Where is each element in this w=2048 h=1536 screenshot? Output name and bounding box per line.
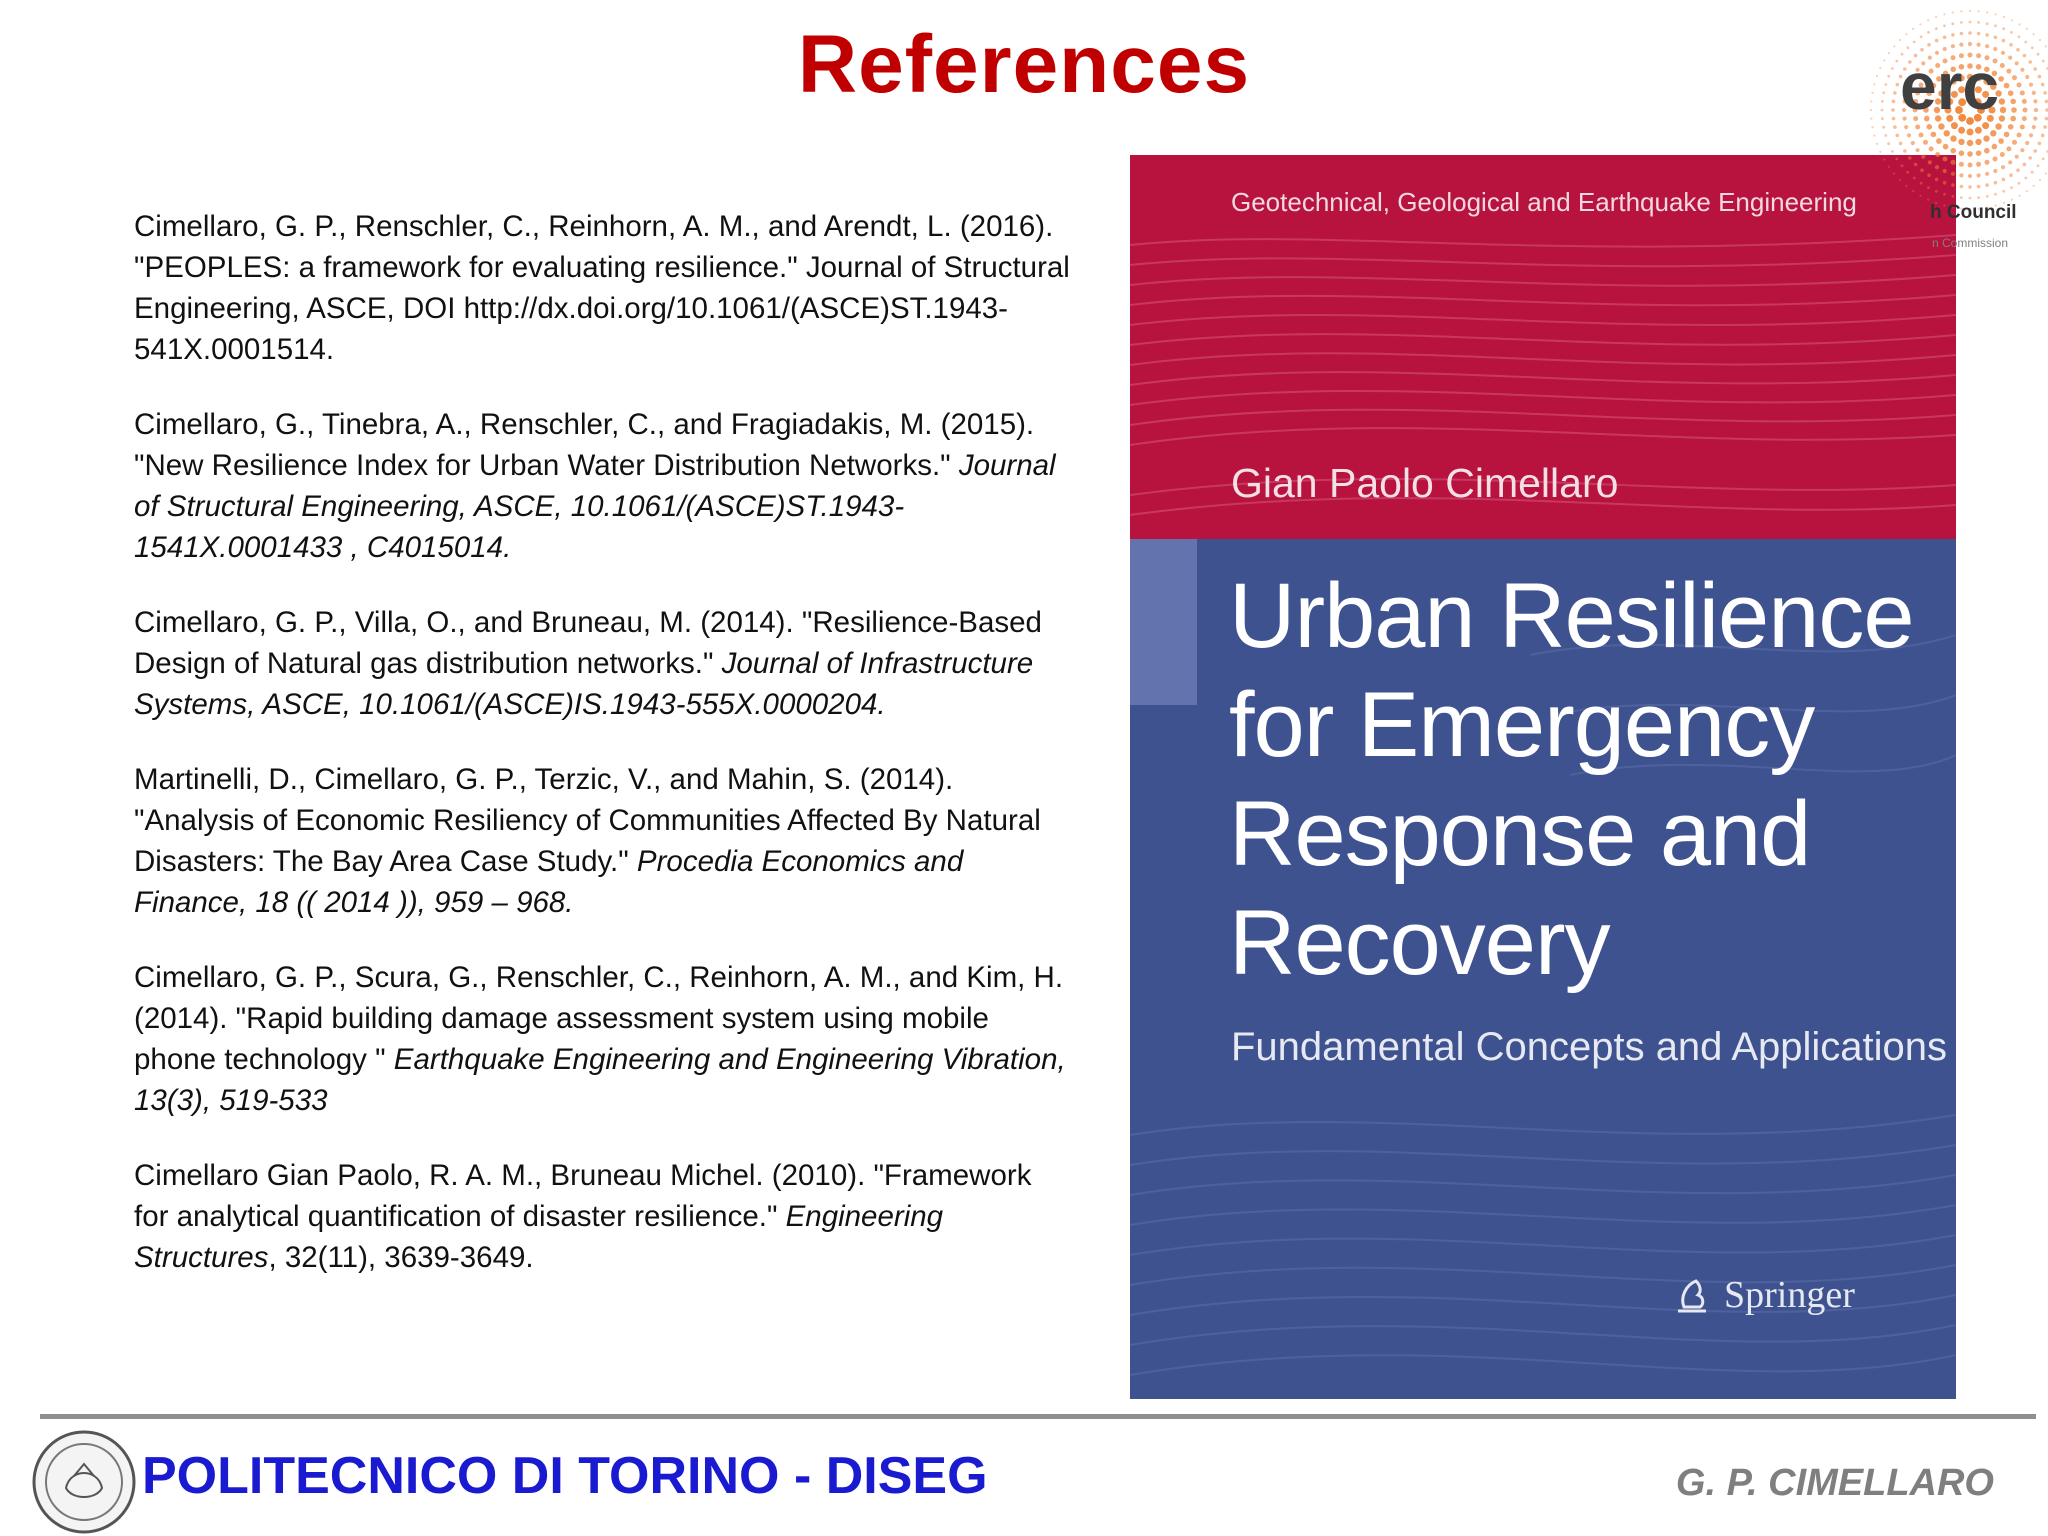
erc-dot xyxy=(1888,52,1890,54)
erc-dot xyxy=(2023,163,2027,167)
erc-dot xyxy=(2012,75,2017,80)
erc-dot xyxy=(1975,127,1982,134)
erc-dot xyxy=(2009,173,2013,177)
erc-dot xyxy=(1968,42,1972,46)
erc-dot xyxy=(1881,100,1884,103)
erc-dot xyxy=(1935,178,1939,182)
erc-dot xyxy=(1960,10,1962,12)
erc-dot xyxy=(1873,83,1875,85)
erc-dot xyxy=(1935,27,1938,30)
reference-item xyxy=(134,1155,1074,1278)
erc-dot xyxy=(1967,140,1973,146)
erc-dot xyxy=(1891,108,1895,112)
erc-dot xyxy=(2042,60,2045,63)
erc-dot xyxy=(1943,181,1947,185)
erc-dot xyxy=(2006,146,2011,151)
erc-dot xyxy=(1919,23,1921,25)
erc-dot xyxy=(1999,98,2005,104)
erc-dot xyxy=(1976,150,1982,156)
erc-dot xyxy=(1895,60,1898,63)
erc-dot xyxy=(1927,124,1933,130)
cover-title-line: Urban Resilience xyxy=(1229,565,1914,667)
erc-dot xyxy=(1920,168,1924,172)
reference-list xyxy=(134,206,1074,1312)
erc-dot xyxy=(1969,10,1971,12)
erc-dot xyxy=(1927,19,1929,21)
erc-dot xyxy=(1958,127,1965,134)
erc-dot xyxy=(1943,193,1946,196)
erc-dot xyxy=(1935,152,1940,157)
erc-dot xyxy=(1907,133,1911,137)
erc-dot xyxy=(1968,185,1972,189)
erc-dot xyxy=(1951,172,1955,176)
erc-dot xyxy=(2002,178,2006,182)
erc-dot xyxy=(1951,22,1954,25)
erc-dot xyxy=(2017,83,2022,88)
erc-dot xyxy=(2041,83,2045,87)
erc-dot xyxy=(2028,156,2032,160)
footer-divider xyxy=(40,1414,2036,1419)
erc-dot xyxy=(2023,54,2027,58)
cover-title xyxy=(1229,562,1929,998)
erc-dot xyxy=(2031,46,2034,49)
erc-dot xyxy=(1994,181,1998,185)
erc-dot xyxy=(1915,125,1920,130)
erc-dot xyxy=(1951,195,1954,198)
cover-publisher xyxy=(1670,1273,1855,1317)
erc-dot xyxy=(2008,124,2014,130)
cover-series-name: Geotechnical, Geological and Earthquake Engineering xyxy=(1231,187,1857,217)
erc-logo-text: erc xyxy=(1900,49,2000,123)
erc-commission-text: n Commission xyxy=(1932,236,2009,250)
erc-dot xyxy=(1968,163,1973,168)
erc-dot xyxy=(1943,24,1946,27)
erc-dot xyxy=(1927,199,1929,201)
erc-dot xyxy=(2029,83,2033,87)
erc-dot xyxy=(2031,171,2034,174)
erc-dot xyxy=(1975,139,1981,145)
erc-dot xyxy=(2045,173,2047,175)
erc-dot xyxy=(2037,164,2040,167)
erc-dot xyxy=(1985,183,1989,187)
erc-dot xyxy=(1905,185,1907,187)
erc-dot xyxy=(1899,39,1901,41)
erc-dot xyxy=(1951,160,1956,165)
erc-dot xyxy=(2043,125,2047,129)
erc-dot xyxy=(2011,107,2017,113)
erc-dot xyxy=(1936,138,1942,144)
erc-dot xyxy=(2032,91,2036,95)
erc-dot xyxy=(1927,186,1930,189)
erc-dot xyxy=(1923,140,1928,145)
reference-journal: Engineering Structures xyxy=(134,1200,944,1274)
erc-dot xyxy=(1883,59,1885,61)
publisher-name: Springer xyxy=(1724,1274,1855,1316)
reference-text: Cimellaro, G. P., Villa, O., and Bruneau, M. (2014). "Resilience-Based Design of Natural gas distribution networks." xyxy=(134,606,1042,680)
erc-dot xyxy=(1985,33,1989,37)
erc-dot xyxy=(1906,171,1909,174)
erc-dot xyxy=(1935,16,1937,18)
reference-text: Cimellaro Gian Paolo, R. A. M., Bruneau Michel. (2010). "Framework for analytical quantification of disaster resilience." xyxy=(134,1159,1032,1233)
erc-dot xyxy=(2029,133,2033,137)
erc-dot xyxy=(2001,165,2005,169)
erc-dot xyxy=(2011,19,2013,21)
erc-dot xyxy=(2015,61,2019,65)
erc-dot xyxy=(1977,32,1981,36)
erc-dot xyxy=(1870,118,1872,120)
erc-dot xyxy=(1899,142,1903,146)
erc-dot xyxy=(1968,174,1972,178)
erc-dot xyxy=(2034,108,2038,112)
erc-dot xyxy=(1960,21,1963,24)
erc-dot xyxy=(2020,125,2025,130)
erc-dot xyxy=(1967,151,1973,157)
erc-dot xyxy=(2016,48,2020,52)
reference-journal: Procedia Economics and Finance, 18 (( 2014 )), 959 – 968. xyxy=(134,845,964,919)
erc-dot xyxy=(2026,28,2028,30)
erc-dot xyxy=(1986,11,1988,13)
erc-dot xyxy=(1960,185,1964,189)
erc-dot xyxy=(2033,67,2037,71)
erc-dot xyxy=(1908,156,1912,160)
erc-dot xyxy=(1927,173,1931,177)
erc-dot xyxy=(1994,36,1998,40)
erc-dot xyxy=(1977,21,1980,24)
erc-dot xyxy=(1927,31,1930,34)
erc-dot xyxy=(1990,130,1996,136)
erc-dot xyxy=(1986,22,1989,25)
erc-dot xyxy=(1903,149,1907,153)
erc-dot xyxy=(2002,27,2005,30)
erc-dot xyxy=(2033,33,2035,35)
erc-dot xyxy=(1904,125,1908,129)
erc-dot xyxy=(1977,185,1981,189)
footer-author: G. P. CIMELLARO xyxy=(1675,1462,1994,1504)
erc-dot xyxy=(1913,41,1916,44)
erc-dot xyxy=(2043,91,2047,95)
erc-dot xyxy=(1891,150,1894,153)
erc-dot xyxy=(2022,99,2027,104)
erc-dot xyxy=(1881,117,1884,120)
erc-dot xyxy=(2010,31,2013,34)
erc-dot xyxy=(2010,99,2016,105)
erc-dot xyxy=(1995,13,1997,15)
erc-dot xyxy=(1998,138,2004,144)
erc-dot xyxy=(1929,146,1934,151)
reference-item xyxy=(134,957,1074,1121)
reference-item xyxy=(134,759,1074,923)
cover-subtitle: Fundamental Concepts and Applications xyxy=(1231,1025,1948,1069)
erc-dot xyxy=(1879,67,1881,69)
erc-dot xyxy=(1969,197,1972,200)
erc-dot xyxy=(1951,183,1955,187)
erc-dot xyxy=(2008,160,2012,164)
erc-dot xyxy=(2033,117,2037,121)
erc-dot xyxy=(2018,195,2020,197)
erc-dot xyxy=(2020,68,2024,72)
erc-dot xyxy=(1959,173,1963,177)
reference-tail: , 32(11), 3639-3649. xyxy=(268,1241,534,1274)
erc-dot xyxy=(2018,182,2021,185)
cover-title-line: Response and xyxy=(1229,783,1811,885)
reference-journal: Earthquake Engineering and Engineering Vibration, 13(3), 519-533 xyxy=(134,1043,1066,1117)
erc-dot xyxy=(2020,91,2025,96)
reference-text: Cimellaro, G. P., Renschler, C., Reinhorn, A. M., and Arendt, L. (2016). "PEOPLES: a framework for evaluating resilience." Journal of Structural Engineering, ASCE, DOI http://dx.doi.org/10.1061/(ASCE)ST.1943-541X.0001514. xyxy=(134,210,1070,366)
erc-dot xyxy=(1887,142,1890,145)
erc-dot xyxy=(1985,160,1990,165)
erc-dot xyxy=(1892,100,1896,104)
cover-author: Gian Paolo Cimellaro xyxy=(1231,460,1619,506)
erc-dot xyxy=(1920,182,1923,185)
erc-dot xyxy=(1927,43,1931,47)
erc-dot xyxy=(1920,35,1923,38)
erc-dot xyxy=(1992,144,1998,150)
erc-dot xyxy=(2045,45,2047,47)
erc-dot xyxy=(2006,69,2011,74)
erc-dot xyxy=(1912,28,1914,30)
erc-dot xyxy=(1968,31,1972,35)
reference-text: Cimellaro, G., Tinebra, A., Renschler, C., and Fragiadakis, M. (2015). "New Resilience Index for Urban Water Distribution Networks." xyxy=(134,408,1035,482)
erc-dot xyxy=(1901,164,1904,167)
erc-dot xyxy=(2009,43,2013,47)
erc-dot xyxy=(1893,173,1895,175)
erc-dot xyxy=(2039,39,2041,41)
erc-dot xyxy=(1960,32,1964,36)
erc-dot xyxy=(1893,125,1897,129)
erc-dot xyxy=(1985,172,1989,176)
erc-dot xyxy=(1986,195,1989,198)
erc-dot xyxy=(1887,75,1890,78)
erc-dot xyxy=(1896,83,1900,87)
erc-dot xyxy=(1960,196,1963,199)
reference-item xyxy=(134,206,1074,370)
erc-dot xyxy=(2041,134,2045,138)
erc-dot xyxy=(2000,63,2005,68)
erc-dot xyxy=(1969,21,1972,24)
erc-dot xyxy=(1892,117,1896,121)
erc-dot xyxy=(1943,13,1945,15)
erc-dot xyxy=(1938,123,1944,129)
slide-title: References xyxy=(797,19,1251,110)
erc-dot xyxy=(1976,162,1981,167)
erc-dot xyxy=(2028,60,2032,64)
erc-dot xyxy=(2015,155,2019,159)
erc-dot xyxy=(1883,158,1885,160)
erc-dot xyxy=(1994,193,1997,196)
erc-dot xyxy=(2001,51,2005,55)
erc-dot xyxy=(1935,39,1939,43)
erc-dot xyxy=(1871,126,1873,128)
springer-horse-icon xyxy=(1670,1273,1714,1317)
erc-dot xyxy=(2025,75,2029,79)
erc-council-text: h Council xyxy=(1930,202,2017,223)
erc-dot xyxy=(1914,163,1918,167)
erc-dot xyxy=(1935,165,1939,169)
erc-dot xyxy=(1943,144,1949,150)
reference-item xyxy=(134,602,1074,725)
erc-dot xyxy=(1879,151,1881,153)
erc-dot xyxy=(2038,75,2042,79)
erc-dot xyxy=(1998,76,2004,82)
erc-dot xyxy=(2033,149,2037,153)
erc-dot xyxy=(1995,123,2001,129)
erc-dot xyxy=(1977,196,1980,199)
erc-dot xyxy=(1873,135,1875,137)
erc-dot xyxy=(2033,99,2037,103)
book-cover xyxy=(1130,155,1956,1399)
erc-dot xyxy=(2032,125,2036,129)
erc-dot xyxy=(2025,141,2029,145)
erc-dot xyxy=(1896,134,1900,138)
erc-dot xyxy=(2018,35,2021,38)
erc-dot xyxy=(1950,135,1956,141)
erc-dot xyxy=(1959,162,1964,167)
erc-dot xyxy=(1935,190,1938,193)
cover-title-line: Recovery xyxy=(1229,892,1610,994)
erc-dot xyxy=(1884,83,1887,86)
erc-dot xyxy=(1993,169,1997,173)
reference-journal: Journal of Infrastructure Systems, ASCE, 10.1061/(ASCE)IS.1943-555X.0000204. xyxy=(134,647,1034,721)
erc-dot xyxy=(1891,67,1894,70)
erc-dot xyxy=(1884,134,1887,137)
erc-dot xyxy=(2026,190,2028,192)
erc-dot xyxy=(1911,141,1915,145)
erc-dot xyxy=(2022,116,2027,121)
erc-dot xyxy=(2002,39,2006,43)
erc-dot xyxy=(1893,45,1895,47)
erc-dot xyxy=(2017,133,2022,138)
erc-dot xyxy=(1888,166,1890,168)
erc-dot xyxy=(2024,177,2027,180)
erc-dot xyxy=(1967,129,1974,136)
erc-dot xyxy=(2003,16,2005,18)
erc-dot xyxy=(1913,177,1916,180)
erc-dot xyxy=(1943,36,1947,40)
erc-dot xyxy=(1951,33,1955,37)
erc-dot xyxy=(1977,43,1981,47)
erc-dot xyxy=(1919,195,1921,197)
erc-dot xyxy=(1928,160,1932,164)
erc-dot xyxy=(1882,91,1885,94)
erc-dot xyxy=(1876,143,1878,145)
erc-dot xyxy=(1944,130,1950,136)
erc-dot xyxy=(2037,53,2040,56)
erc-dot xyxy=(1876,75,1878,77)
erc-dot xyxy=(1870,100,1872,102)
cover-title-line: for Emergency xyxy=(1229,674,1815,776)
erc-dot xyxy=(1984,148,1990,154)
erc-dot xyxy=(2023,108,2028,113)
erc-dot xyxy=(2020,148,2024,152)
erc-dot xyxy=(2000,152,2005,157)
erc-dot xyxy=(2038,142,2042,146)
erc-dot xyxy=(1899,179,1901,181)
erc-dot xyxy=(2011,199,2013,201)
politecnico-seal-icon xyxy=(30,1428,138,1536)
erc-dot xyxy=(1893,91,1897,95)
erc-dot xyxy=(2010,116,2016,122)
erc-dot xyxy=(2004,83,2010,89)
erc-dot xyxy=(1912,190,1914,192)
erc-dot xyxy=(1895,158,1898,161)
erc-dot xyxy=(2042,158,2045,161)
erc-dot xyxy=(1958,139,1964,145)
erc-dot xyxy=(1978,10,1980,12)
reference-item xyxy=(134,404,1074,568)
erc-dot xyxy=(1881,109,1884,112)
erc-dot xyxy=(1921,155,1925,159)
reference-text: Cimellaro, G. P., Scura, G., Renschler, C., Reinhorn, A. M., and Kim, H. (2014). "Rapid building damage assessment system using mobile phone technology " xyxy=(134,961,1064,1076)
erc-dot xyxy=(2039,179,2041,181)
cover-accent-tab xyxy=(1130,539,1197,705)
erc-dot xyxy=(2018,23,2020,25)
reference-text: Martinelli, D., Cimellaro, G. P., Terzic, V., and Mahin, S. (2014). "Analysis of Economic Resiliency of Communities Affected By Natural Disasters: The Bay Area Case Study." xyxy=(134,763,1041,878)
erc-dot xyxy=(1950,148,1956,154)
erc-dot xyxy=(1959,150,1965,156)
erc-dot xyxy=(1871,92,1873,94)
erc-dot xyxy=(2016,168,2020,172)
erc-dot xyxy=(1870,109,1872,111)
erc-dot xyxy=(1977,173,1981,177)
erc-dot xyxy=(2008,56,2012,60)
erc-dot xyxy=(1943,169,1947,173)
erc-dot xyxy=(2000,107,2006,113)
erc-dot xyxy=(1943,157,1948,162)
erc-dot xyxy=(1959,43,1963,47)
erc-dot xyxy=(1919,133,1924,138)
footer-institution: POLITECNICO DI TORINO - DISEG xyxy=(142,1447,988,1505)
erc-dot xyxy=(2008,90,2014,96)
erc-dot xyxy=(1952,11,1954,13)
erc-dot xyxy=(1983,135,1989,141)
erc-dot xyxy=(1905,33,1907,35)
erc-dot xyxy=(2024,41,2027,44)
erc-dot xyxy=(2012,140,2017,145)
reference-journal: Journal of Structural Engineering, ASCE, 10.1061/(ASCE)ST.1943-1541X.0001433 , C4015014. xyxy=(134,449,1056,564)
erc-dot xyxy=(2002,190,2005,193)
erc-dot xyxy=(2033,185,2035,187)
erc-dot xyxy=(2010,186,2013,189)
erc-dot xyxy=(1993,157,1998,162)
erc-dot xyxy=(2004,132,2010,138)
erc-dot xyxy=(1916,148,1920,152)
erc-dot xyxy=(1999,115,2005,121)
erc-dot xyxy=(1931,132,1937,138)
erc-dot xyxy=(1882,126,1885,129)
erc-dot xyxy=(1994,24,1997,27)
